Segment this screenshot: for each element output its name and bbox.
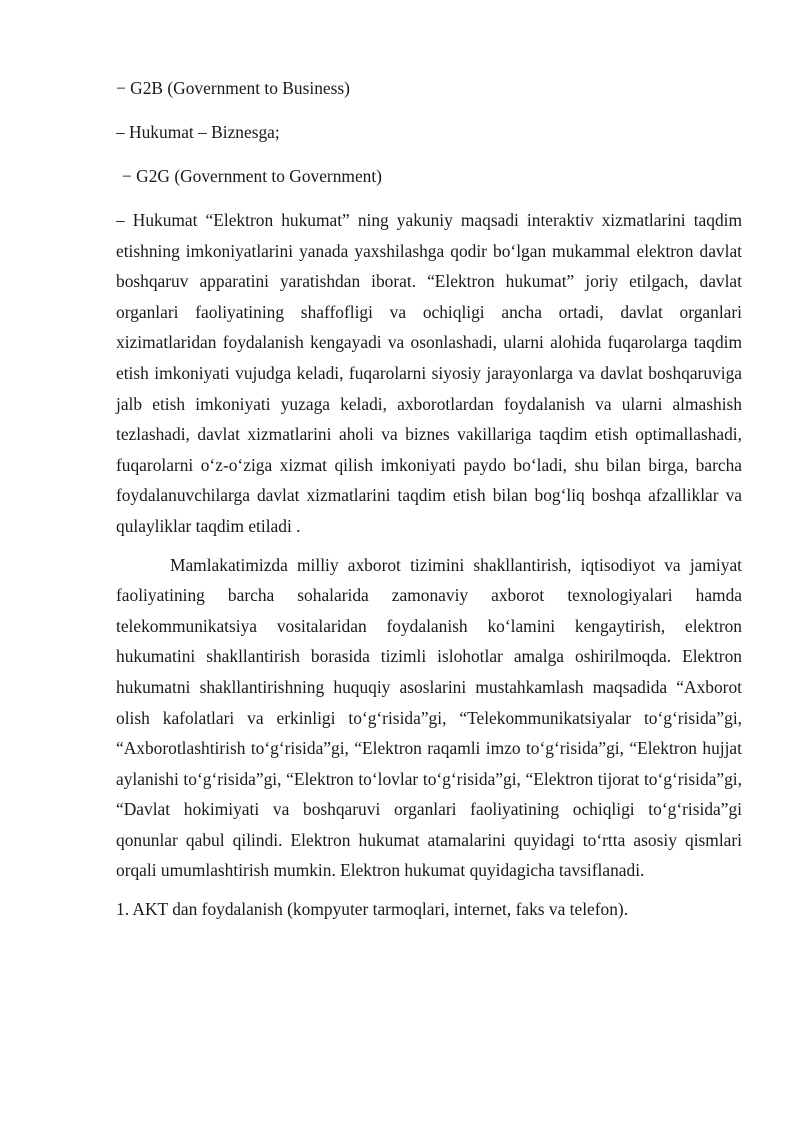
line-g2b: − G2B (Government to Business) bbox=[116, 78, 350, 98]
line-g2g: − G2G (Government to Government) bbox=[122, 166, 382, 186]
line-hukumat-biznesga: – Hukumat – Biznesga; bbox=[116, 122, 280, 142]
list-item-1: 1. AKT dan foydalanish (kompyuter tarmoqlari, internet, faks va telefon). bbox=[116, 899, 629, 920]
paragraph-elektron-hukumat-maqsadi: – Hukumat “Elektron hukumat” ning yakuniy maqsadi interaktiv xizmatlarini taqdim etishning imkoniyatlarini yanada yaxshilashga qodir bo‘lgan mukammal elektron davlat boshqaruv apparatini yaratishdan iborat. “Elektron hukumat” joriy etilgach, davlat organlari faoliyatining shaffofligi va ochiqligi ancha ortadi, davlat organlari xizimatlaridan foydalanish kengayadi va osonlashadi, ularni alohida fuqarolarga taqdim etish imkoniyati vujudga keladi, fuqarolarni siyosiy jarayonlarga va davlat boshqaruviga jalb etish imkoniyati yuzaga keladi, axborotlardan foydalanish va ularni almashish tezlashadi, davlat xizmatlarini aholi va biznes vakillariga taqdim etish optimallashadi, fuqarolarni o‘z-o‘ziga xizmat qilish imkoniyati paydo bo‘ladi, shu bilan birga, barcha foydalanuvchilarga davlat xizmatlarini taqdim etish bilan bog‘liq boshqa afzalliklar va qulayliklar taqdim etiladi . bbox=[116, 210, 742, 536]
paragraph-mamlakatimizda: Mamlakatimizda milliy axborot tizimini shakllantirish, iqtisodiyot va jamiyat faoliyatining barcha sohalarida zamonaviy axborot texnologiyalari hamda telekommunikatsiya vositalaridan foydalanish ko‘lamini kengaytirish, elektron hukumatini shakllantirish borasida tizimli islohotlar amalga oshirilmoqda. Elektron hukumatni shakllantirishning huquqiy asoslarini mustahkamlash maqsadida “Axborot olish kafolatlari va erkinligi to‘g‘risida”gi, “Telekommunikatsiyalar to‘g‘risida”gi, “Axborotlashtirish to‘g‘risida”gi, “Elektron raqamli imzo to‘g‘risida”gi, “Elektron hujjat aylanishi to‘g‘risida”gi, “Elektron to‘lovlar to‘g‘risida”gi, “Elektron tijorat to‘g‘risida”gi, “Davlat hokimiyati va boshqaruvi organlari faoliyatining ochiqligi to‘g‘risida”gi qonunlar qabul qilindi. Elektron hukumat atamalarini quyidagi to‘rtta asosiy qismlari orqali umumlashtirish mumkin. Elektron hukumat quyidagicha tavsiflanadi. bbox=[116, 554, 742, 881]
